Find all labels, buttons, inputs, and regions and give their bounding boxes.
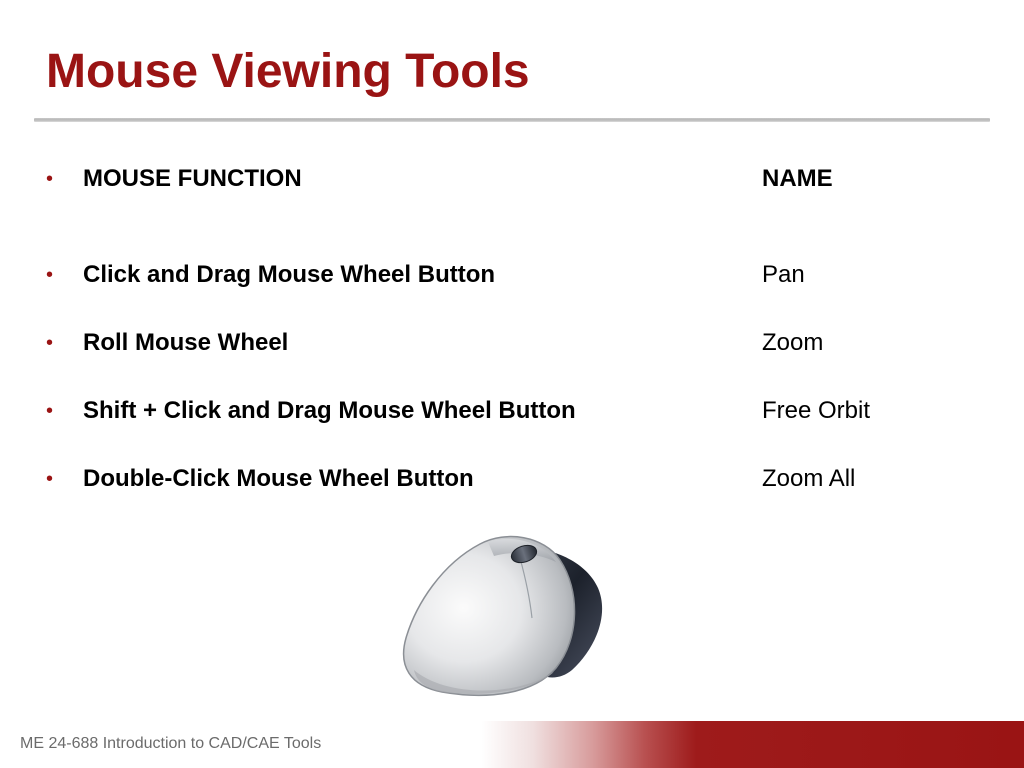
bullet-row-pan	[46, 258, 946, 292]
bullet-row-zoom-all	[46, 462, 946, 496]
mouse-icon	[384, 520, 622, 702]
bullet-icon: •	[46, 400, 54, 422]
bullet-icon: •	[46, 264, 54, 286]
bullet-icon: •	[46, 468, 54, 490]
mouse-function-text: Shift + Click and Drag Mouse Wheel Button	[83, 397, 576, 424]
bullet-header-row	[46, 162, 946, 196]
tool-name-text: Zoom	[762, 329, 824, 356]
bullet-row-free-orbit	[46, 394, 946, 428]
footer-course-title: ME 24-688 Introduction to CAD/CAE Tools	[20, 735, 322, 752]
mouse-shell	[404, 537, 575, 696]
bullet-icon: •	[46, 168, 54, 190]
mouse-function-text: Roll Mouse Wheel	[83, 329, 289, 356]
mouse-function-text: Double-Click Mouse Wheel Button	[83, 465, 474, 492]
column-header-function: MOUSE FUNCTION	[83, 165, 302, 192]
tool-name-text: Zoom All	[762, 465, 856, 492]
column-header-name: NAME	[762, 165, 833, 192]
bullet-icon: •	[46, 332, 54, 354]
tool-name-text: Free Orbit	[762, 397, 871, 424]
title-divider	[34, 118, 990, 122]
bullet-row-zoom	[46, 326, 946, 360]
mouse-function-text: Click and Drag Mouse Wheel Button	[83, 261, 496, 288]
computer-mouse-image	[384, 520, 622, 702]
tool-name-text: Pan	[762, 261, 805, 288]
slide-title: Mouse Viewing Tools	[46, 45, 530, 98]
